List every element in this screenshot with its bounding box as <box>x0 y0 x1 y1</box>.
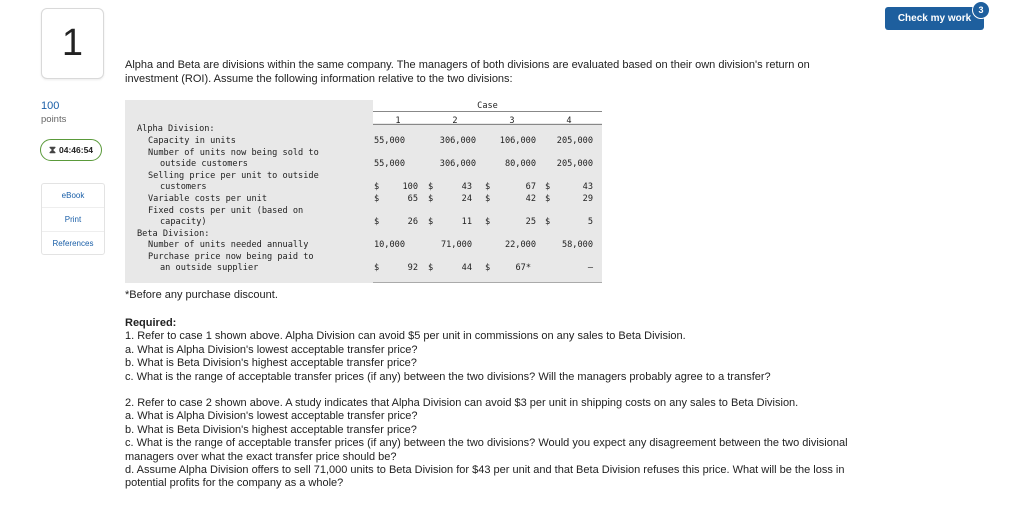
fixed-costs-label-cont: capacity) <box>160 217 207 227</box>
required-heading: Required: <box>125 317 177 329</box>
dollar-sign: $ <box>374 194 380 204</box>
question-2b: b. What is Beta Division's highest acceptable transfer price? <box>125 423 417 436</box>
capacity-value: 106,000 <box>499 136 536 146</box>
capacity-value: 55,000 <box>373 136 405 146</box>
question-2c: c. What is the range of acceptable transfer prices (if any) between the two divisions? Would you expect any disagreement between the two divisional managers over what the exact transfer price should be? <box>125 437 848 463</box>
dollar-sign: $ <box>485 194 491 204</box>
intro-text: Alpha and Beta are divisions within the same company. The managers of both divisions are evaluated based on their own division's return on investment (ROI). Assume the following information relative to the two divisions: <box>125 59 810 85</box>
points-value: 100 <box>41 100 60 112</box>
purchase-price-value: 44 <box>461 263 472 273</box>
units-sold-value: 80,000 <box>504 159 536 169</box>
dollar-sign: $ <box>545 194 551 204</box>
units-sold-label-cont: outside customers <box>160 159 248 169</box>
dollar-sign: $ <box>545 182 551 192</box>
fixed-costs-value: 5 <box>587 217 593 227</box>
question-2: 2. Refer to case 2 shown above. A study indicates that Alpha Division can avoid $3 per unit in shipping costs on any sales to Beta Division. <box>125 397 799 410</box>
fixed-costs-value: 25 <box>525 217 536 227</box>
units-sold-value: 55,000 <box>373 159 405 169</box>
ebook-link[interactable]: eBook <box>42 184 104 208</box>
case-number: 3 <box>509 116 515 126</box>
units-sold-value: 306,000 <box>439 159 476 169</box>
case-number: 4 <box>566 116 572 126</box>
units-needed-value: 10,000 <box>373 240 405 250</box>
dollar-sign: $ <box>428 194 434 204</box>
question-1: 1. Refer to case 1 shown above. Alpha Division can avoid $5 per unit in commissions on any sales to Beta Division. <box>125 330 686 343</box>
variable-costs-value: 65 <box>407 194 418 204</box>
variable-costs-value: 29 <box>582 194 593 204</box>
question-2a: a. What is Alpha Division's lowest acceptable transfer price? <box>125 410 418 423</box>
variable-costs-value: 42 <box>525 194 536 204</box>
units-sold-value: 205,000 <box>556 159 593 169</box>
required-section <box>125 317 855 491</box>
units-needed-value: 58,000 <box>561 240 593 250</box>
dollar-sign: $ <box>428 217 434 227</box>
selling-price-value: 43 <box>461 182 472 192</box>
timer <box>40 139 102 161</box>
check-my-work-button[interactable]: Check my work <box>885 7 984 30</box>
alpha-heading: Alpha Division: <box>137 124 215 134</box>
fixed-costs-value: 26 <box>407 217 418 227</box>
dollar-sign: $ <box>428 182 434 192</box>
purchase-price-value: 67* <box>515 263 531 273</box>
dollar-sign: $ <box>428 263 434 273</box>
print-link[interactable]: Print <box>42 208 104 232</box>
dollar-sign: $ <box>374 182 380 192</box>
footnote: *Before any purchase discount. <box>125 289 278 301</box>
question-2d: d. Assume Alpha Division offers to sell 71,000 units to Beta Division for $43 per unit and that Beta Division refuses this price. What will be the loss in potential profits for the company as a whole? <box>125 464 845 490</box>
hourglass-icon: ⧗ <box>48 144 56 156</box>
purchase-price-value: 92 <box>407 263 418 273</box>
purchase-price-value: — <box>587 263 593 273</box>
dollar-sign: $ <box>545 217 551 227</box>
points-label: points <box>41 114 67 125</box>
case-number: 2 <box>452 116 458 126</box>
dollar-sign: $ <box>374 217 380 227</box>
capacity-value: 306,000 <box>439 136 476 146</box>
question-1a: a. What is Alpha Division's lowest acceptable transfer price? <box>125 343 418 356</box>
selling-price-label-cont: customers <box>160 182 207 192</box>
units-needed-value: 22,000 <box>504 240 536 250</box>
capacity-value: 205,000 <box>556 136 593 146</box>
purchase-price-label-cont: an outside supplier <box>160 263 259 273</box>
variable-costs-value: 24 <box>461 194 472 204</box>
purchase-price-label: Purchase price now being paid to <box>148 252 314 262</box>
units-needed-label: Number of units needed annually <box>148 240 309 250</box>
variable-costs-label: Variable costs per unit <box>148 194 267 204</box>
selling-price-value: 43 <box>582 182 593 192</box>
references-link[interactable]: References <box>52 239 94 248</box>
case-number: 1 <box>395 116 401 126</box>
units-sold-label: Number of units now being sold to <box>148 148 319 158</box>
fixed-costs-value: 11 <box>461 217 472 227</box>
dollar-sign: $ <box>485 182 491 192</box>
question-1c: c. What is the range of acceptable transfer prices (if any) between the two divisions? Will the managers probably agree to a transfer? <box>125 370 771 383</box>
units-needed-value: 71,000 <box>440 240 472 250</box>
selling-price-value: 100 <box>402 182 418 192</box>
case-header: Case <box>477 101 498 111</box>
dollar-sign: $ <box>485 263 491 273</box>
dollar-sign: $ <box>485 217 491 227</box>
check-attempts-badge: 3 <box>972 1 990 19</box>
fixed-costs-label: Fixed costs per unit (based on <box>148 206 304 216</box>
selling-price-value: 67 <box>525 182 536 192</box>
selling-price-label: Selling price per unit to outside <box>148 171 319 181</box>
question-number: 1 <box>41 8 104 79</box>
dollar-sign: $ <box>374 263 380 273</box>
timer-value: 04:46:54 <box>59 145 94 155</box>
tools-panel <box>41 183 105 255</box>
data-table <box>125 100 602 283</box>
question-1b: b. What is Beta Division's highest acceptable transfer price? <box>125 357 417 370</box>
beta-heading: Beta Division: <box>137 229 210 239</box>
capacity-label: Capacity in units <box>148 136 236 146</box>
